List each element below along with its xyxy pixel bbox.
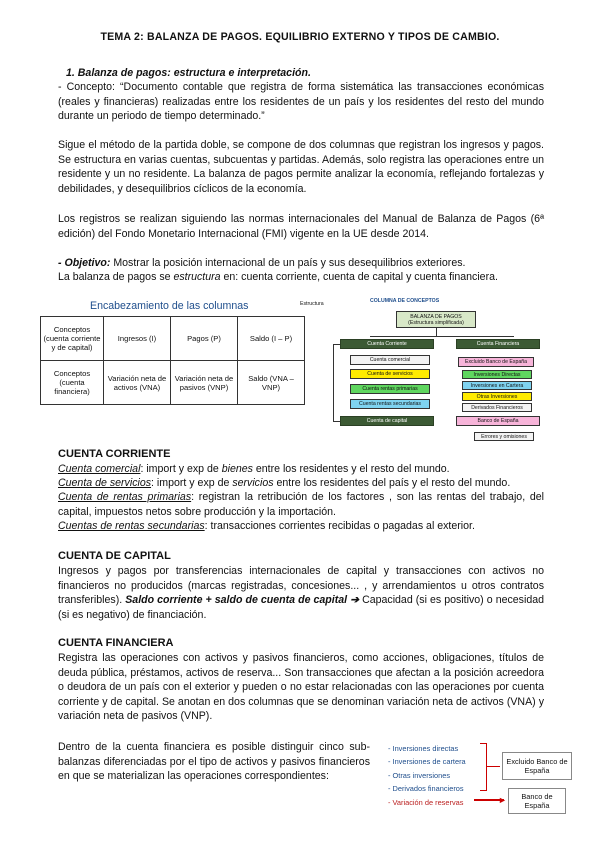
estructura-line [58, 270, 544, 285]
financiera-paragraph: Registra las operaciones con activos y pasivos financieros, como acciones, obligaciones, títulos de deuda pública, préstamos, activos de reserva... Son transacciones que afectan a la posición acreedora o deudora de un país con el exterior y pueden o no estar relacionadas con las operaciones por cuenta corriente y de capital. Se anotan en dos columnas que se denominan variación neta de activos (VNA) y variación neta de pasivos (VNP). [58, 652, 544, 723]
cc-heading: CUENTA CORRIENTE [58, 448, 171, 460]
diagram-secundarias-box: Cuenta rentas secundarias [350, 399, 430, 409]
arrow-right-icon: ► [498, 795, 507, 805]
diagram-columna-label: COLUMNA DE CONCEPTOS [370, 298, 440, 304]
table-cell: Variación neta de pasivos (VNP) [171, 361, 238, 405]
list-item: - Variación de reservas [388, 797, 464, 807]
cc-line-comercial [58, 462, 544, 477]
diagram-cartera-box: Inversiones en Cartera [462, 381, 532, 390]
financiera-heading: CUENTA FINANCIERA [58, 637, 174, 649]
financiera-final-paragraph: Dentro de la cuenta financiera es posible distinguir cinco sub-balanzas diferenciadas por el tipo de activos y pasivos financieros en que se materializan las operaciones correspondientes: [58, 741, 370, 783]
cc-italic: servicios [232, 477, 274, 489]
diagram-derivados-box: Derivados Financieros [462, 403, 532, 412]
diagram-banco-box: Banco de España [456, 416, 540, 426]
diagram-balanza-box: BALANZA DE PAGOS (Estructura simplificada) [396, 311, 476, 328]
estructura-text-a: La balanza de pagos se [58, 271, 174, 283]
section-heading: 1. Balanza de pagos: estructura e interpretación. [66, 67, 311, 79]
page-title: TEMA 2: BALANZA DE PAGOS. EQUILIBRIO EXTERNO Y TIPOS DE CAMBIO. [100, 31, 500, 43]
cc-comercial-term: Cuenta comercial [58, 463, 141, 475]
objetivo-label: - Objetivo: [58, 257, 111, 269]
partida-doble-paragraph: Sigue el método de la partida doble, se compone de dos columnas que registran los ingresos y pagos. Se estructura en varias cuentas, subcuentas y partidas. Además, solo registra las operaciones entre un residente y un no residente. La balanza de pagos permite analizar la economía, reflejando fortalezas y debilidades, y desequilibrios cíclicos de la economía. [58, 139, 544, 195]
estructura-text-b: en: cuenta corriente, cuenta de capital y cuenta financiera. [220, 271, 498, 283]
objetivo-line [58, 256, 544, 271]
cc-text: : import y exp de [151, 477, 233, 489]
list-item: - Inversiones de cartera [388, 757, 466, 767]
table-cell: Conceptos (cuenta financiera) [41, 361, 104, 405]
cc-servicios-term: Cuenta de servicios [58, 477, 152, 489]
registros-paragraph: Los registros se realizan siguiendo las normas internacionales del Manual de Balanza de Pagos (6ª edición) del Fondo Monetario Internacional (FMI) vigente en la UE desde 2014. [58, 213, 544, 240]
diagram-estructura-label: Estructura [300, 301, 324, 307]
cc-line-secundarias [58, 519, 544, 534]
cc-line-primarias [58, 490, 544, 519]
sub-balance-list [388, 742, 466, 809]
estructura-italic: estructura [173, 271, 221, 283]
column-headers-table [40, 316, 305, 405]
cc-italic: bienes [221, 463, 253, 475]
table-cell: Variación neta de activos (VNA) [104, 361, 171, 405]
diagram-primarias-box: Cuenta rentas primarias [350, 384, 430, 394]
cc-text: : import y exp de [140, 463, 222, 475]
cc-text: entre los residentes del país y el resto del mundo. [273, 477, 511, 489]
table-cell: Saldo (VNA – VNP) [238, 361, 305, 405]
diagram-servicios-box: Cuenta de servicios [350, 369, 430, 379]
table-cell: Ingresos (I) [104, 317, 171, 361]
cc-secundarias-term: Cuentas de rentas secundarias [58, 520, 205, 532]
diagram-excluido-box: Excluido Banco de España [458, 357, 534, 367]
sub-banco-box: Banco de España [508, 788, 566, 814]
cc-text: entre los residentes y el resto del mundo. [252, 463, 450, 475]
cc-line-servicios [58, 476, 544, 491]
list-item: - Otras inversiones [388, 770, 451, 780]
diagram-cc-box: Cuenta Corriente [340, 339, 434, 349]
diagram-comercial-box: Cuenta comercial [350, 355, 430, 365]
list-item: - Derivados financieros [388, 784, 464, 794]
table-caption: Encabezamiento de las columnas [90, 300, 249, 312]
capital-text: Ingresos y pagos por transferencias internacionales de capital y transacciones con activos no financieros no producidos (marcas registradas, concesiones... , y arrendamientos u otros contratos transferibles). [58, 565, 544, 607]
cc-text: : registran la retribución de los factores , son las rentas del trabajo, del capital, impuestos netos sobre producción y la importación. [58, 491, 544, 518]
diagram-errores-box: Errores y omisiones [474, 432, 534, 441]
capital-paragraph [58, 564, 544, 622]
cc-text: : transacciones corrientes recibidas o pagadas al exterior. [204, 520, 475, 532]
table-cell: Conceptos (cuenta corriente y de capital) [41, 317, 104, 361]
list-item: - Inversiones directas [388, 744, 459, 753]
table-cell: Pagos (P) [171, 317, 238, 361]
capital-heading: CUENTA DE CAPITAL [58, 550, 171, 562]
concept-paragraph: - Concepto: “Documento contable que registra de forma sistemática las transacciones económicas (reales y financieras) realizadas entre los residentes de un país y los residentes del resto del mundo durante un periodo de tiempo determinado.” [58, 81, 544, 123]
diagram-cf-box: Cuenta Financiera [456, 339, 540, 349]
sub-excluido-box: Excluido Banco de España [502, 752, 572, 780]
diagram-otras-box: Otras Inversiones [462, 392, 532, 401]
objetivo-text: Mostrar la posición internacional de un país y sus desequilibrios exteriores. [110, 257, 466, 269]
capital-bold: Saldo corriente + saldo de cuenta de capital ➔ [125, 594, 360, 607]
capital-tail: Capacidad (si es positivo) o necesidad (si es negativo) de financiación. [58, 594, 544, 621]
table-cell: Saldo (I – P) [238, 317, 305, 361]
diagram-directas-box: Inversiones Directas [462, 370, 532, 379]
cc-primarias-term: Cuenta de rentas primarias [58, 491, 192, 503]
diagram-capital-box: Cuenta de capital [340, 416, 434, 426]
